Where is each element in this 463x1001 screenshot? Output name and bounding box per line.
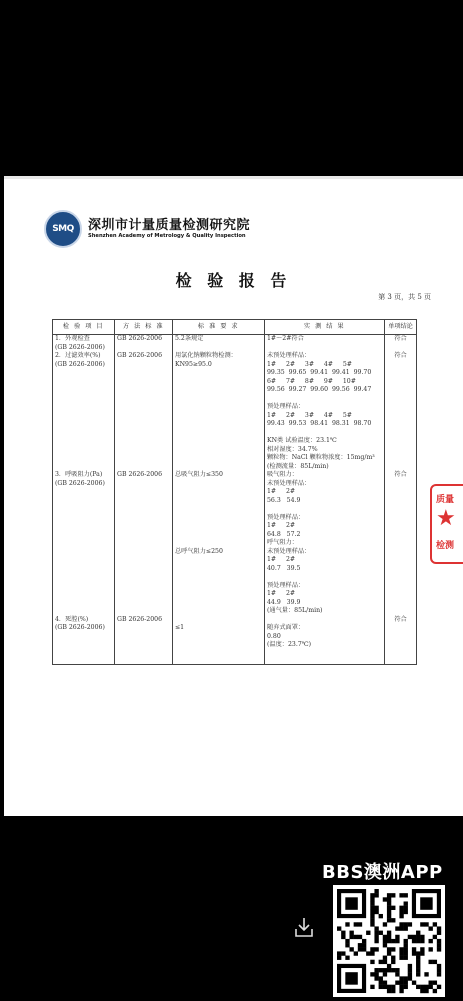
table-row xyxy=(53,471,417,616)
requirement-line: ≤1 xyxy=(175,624,185,631)
item-line: (GB 2626-2006) xyxy=(55,479,105,487)
result-line: 1# 2# 3# 4# 5# xyxy=(267,360,352,368)
results-table xyxy=(52,319,417,665)
requirement-line xyxy=(175,514,262,523)
item-line: 1．外观检查 xyxy=(55,335,90,342)
item-line: 4．死腔(%) xyxy=(55,615,89,623)
method-line: GB 2626-2006 xyxy=(117,352,163,359)
official-stamp: 质量 ★ 检测 xyxy=(430,484,463,564)
requirement-line xyxy=(175,616,262,625)
result-line xyxy=(267,505,382,514)
requirement-line: 总呼气阻力≤250 xyxy=(175,547,223,555)
result-line: 99.43 99.53 98.41 98.31 98.70 xyxy=(267,420,372,427)
col-header-requirement: 标 准 要 求 xyxy=(173,320,265,335)
result-line: 44.9 39.9 xyxy=(267,598,301,606)
result-line: 1#～2#符合 xyxy=(267,335,304,342)
col-header-method: 方 法 标 准 xyxy=(115,320,173,335)
brand-watermark: BBS澳洲APP xyxy=(322,862,443,883)
cell-item xyxy=(53,616,115,665)
result-line: 1# 2# xyxy=(267,590,296,597)
result-line: 颗粒物：NaCl 颗粒物浓度：15mg/m³ xyxy=(267,454,375,461)
requirement-line: 5.2条规定 xyxy=(175,335,204,342)
result-line xyxy=(267,429,382,438)
page-number: 第 3 页，共 5 页 xyxy=(378,293,431,301)
result-line: 未预处理样品： xyxy=(267,352,311,359)
result-line: 1# 2# xyxy=(267,556,296,563)
result-line xyxy=(267,395,382,404)
result-line xyxy=(267,573,382,582)
cell-conclusion xyxy=(385,616,417,665)
result-line xyxy=(267,616,382,625)
result-line: 1# 2# 3# 4# 5# xyxy=(267,411,352,419)
requirement-line xyxy=(175,488,262,497)
result-line: 40.7 39.5 xyxy=(267,564,301,572)
col-header-conclusion: 单项结论 xyxy=(385,320,417,335)
cell-item xyxy=(53,335,115,353)
requirement-line xyxy=(175,531,262,540)
result-line: 预处理样品： xyxy=(267,581,305,589)
table-header-row xyxy=(53,320,417,335)
cell-result xyxy=(265,335,385,353)
item-line: (GB 2626-2006) xyxy=(55,624,105,631)
conclusion-line: 符合 xyxy=(394,335,407,342)
requirement-line xyxy=(175,480,262,489)
result-line: 随弃式面罩： xyxy=(267,624,305,631)
conclusion-line: 符合 xyxy=(394,471,407,478)
result-line: 56.3 54.9 xyxy=(267,496,301,504)
qr-code xyxy=(333,885,445,997)
item-line: (GB 2626-2006) xyxy=(55,360,105,368)
col-header-item: 检 验 项 目 xyxy=(53,320,115,335)
cell-requirement xyxy=(173,335,265,353)
requirement-line: KN95≥95.0 xyxy=(175,360,212,368)
cell-method xyxy=(115,335,173,353)
result-line: 吸气阻力： xyxy=(267,471,298,478)
result-line: 相对湿度：34.7% xyxy=(267,445,318,453)
result-line: 呼气阻力： xyxy=(267,539,298,546)
cell-requirement xyxy=(173,352,265,471)
requirement-line: 用氯化钠颗粒物检测： xyxy=(175,352,237,359)
conclusion-line: 符合 xyxy=(394,615,407,623)
item-line: (GB 2626-2006) xyxy=(55,343,105,351)
result-line: 1# 2# xyxy=(267,488,296,495)
method-line: GB 2626-2006 xyxy=(117,471,163,478)
report-title: 检 验 报 告 xyxy=(175,271,292,290)
cell-item xyxy=(53,471,115,616)
report-page xyxy=(4,176,463,816)
smq-logo-icon: SMQ xyxy=(44,210,82,248)
method-line: GB 2626-2006 xyxy=(117,615,163,623)
cell-result xyxy=(265,471,385,616)
result-line: 64.8 57.2 xyxy=(267,530,301,538)
requirement-line xyxy=(175,522,262,531)
result-line: 99.56 99.27 99.60 99.56 99.47 xyxy=(267,386,372,393)
result-line: 预处理样品： xyxy=(267,403,305,410)
org-name-en: Shenzhen Academy of Metrology & Quality Inspection xyxy=(88,232,246,239)
result-line: 未预处理样品： xyxy=(267,547,311,555)
cell-method xyxy=(115,616,173,665)
requirement-line xyxy=(175,539,262,548)
method-line: GB 2626-2006 xyxy=(117,335,163,342)
cell-requirement xyxy=(173,616,265,665)
table-row xyxy=(53,352,417,471)
cell-requirement xyxy=(173,471,265,616)
table-row xyxy=(53,616,417,665)
org-logo xyxy=(44,210,250,248)
requirement-line: 总吸气阻力≤350 xyxy=(175,471,223,478)
cell-conclusion xyxy=(385,335,417,353)
result-line: (通气量：85L/min) xyxy=(267,607,323,614)
item-line: 3．呼吸阻力(Pa) xyxy=(55,471,103,478)
result-line: 未预处理样品： xyxy=(267,479,311,487)
result-line: 0.80 xyxy=(267,632,281,640)
requirement-line xyxy=(175,497,262,506)
result-line: (温度：23.7℃) xyxy=(267,641,312,648)
result-line: (检测流量：85L/min) xyxy=(267,462,329,470)
org-name-cn: 深圳市计量质量检测研究院 xyxy=(88,217,251,233)
result-line: 预处理样品： xyxy=(267,513,305,521)
item-line: 2．过滤效率(%) xyxy=(55,352,101,359)
cell-conclusion xyxy=(385,352,417,471)
table-row xyxy=(53,335,417,353)
result-line: 99.35 99.65 99.41 99.41 99.70 xyxy=(267,369,372,376)
cell-method xyxy=(115,352,173,471)
conclusion-line: 符合 xyxy=(394,352,407,359)
requirement-line xyxy=(175,505,262,514)
col-header-result: 实 测 结 果 xyxy=(265,320,385,335)
result-line: 6# 7# 8# 9# 10# xyxy=(267,377,356,385)
cell-method xyxy=(115,471,173,616)
download-icon[interactable] xyxy=(292,915,316,939)
cell-result xyxy=(265,352,385,471)
cell-result xyxy=(265,616,385,665)
cell-conclusion xyxy=(385,471,417,616)
cell-item xyxy=(53,352,115,471)
result-line: 1# 2# xyxy=(267,522,296,529)
star-icon: ★ xyxy=(436,506,456,531)
table-body xyxy=(53,335,417,665)
result-line: KN类 试验温度：23.1℃ xyxy=(267,437,337,444)
